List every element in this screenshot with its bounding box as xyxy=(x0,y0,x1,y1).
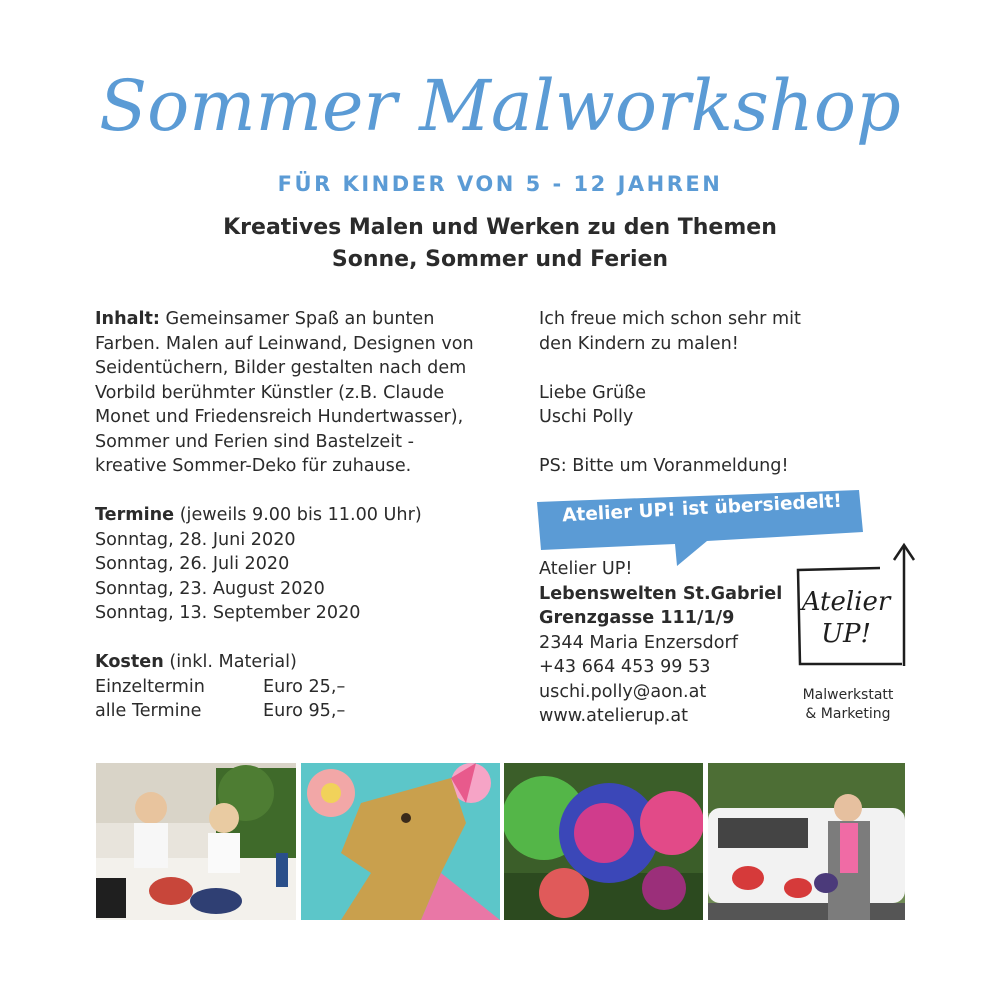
dates-note: (jeweils 9.00 bis 11.00 Uhr) xyxy=(179,505,422,525)
logo-subtitle xyxy=(778,686,918,724)
content-line: Seidentüchern, Bilder gestalten nach dem xyxy=(95,358,467,378)
price-row xyxy=(95,675,525,700)
address-email[interactable]: uschi.polly@aon.at xyxy=(539,681,707,702)
price-name: Einzeltermin xyxy=(95,676,205,697)
workshop-title-text: Sommer Malworkshop xyxy=(99,65,901,147)
content-line: Sommer und Ferien sind Bastelzeit - xyxy=(95,431,414,452)
dates-section xyxy=(95,503,525,626)
price-row xyxy=(95,699,525,724)
workshop-title xyxy=(0,52,1000,162)
date-item: Sonntag, 26. Juli 2020 xyxy=(95,554,290,574)
logo-line-2: UP! xyxy=(821,619,871,649)
ps-note: PS: Bitte um Voranmeldung! xyxy=(539,456,789,476)
price-value: Euro 25,– xyxy=(263,676,346,697)
content-line: Gemeinsamer Spaß an bunten xyxy=(165,309,435,329)
costs-label: Kosten xyxy=(95,652,164,672)
price-name: alle Termine xyxy=(95,701,202,721)
address-venue: Lebenswelten St.Gabriel xyxy=(539,583,783,604)
address-phone: +43 664 453 99 53 xyxy=(539,657,711,677)
costs-note: (inkl. Material) xyxy=(169,652,297,672)
price-value: Euro 95,– xyxy=(263,701,346,721)
content-section xyxy=(95,307,525,479)
address-website[interactable]: www.atelierup.at xyxy=(539,706,689,726)
logo-subtitle-line-2: & Marketing xyxy=(805,706,891,722)
headline-line-2: Sonne, Sommer und Ferien xyxy=(331,247,669,272)
address-city: 2344 Maria Enzersdorf xyxy=(539,632,738,653)
content-line: Monet und Friedensreich Hundertwasser), xyxy=(95,407,464,427)
content-label: Inhalt: xyxy=(95,309,160,329)
message-line: den Kindern zu malen! xyxy=(539,333,739,354)
costs-section xyxy=(95,650,525,724)
headline-line-1: Kreatives Malen und Werken zu den Themen xyxy=(223,215,777,240)
speech-bubble-text: Atelier UP! ist übersiedelt! xyxy=(561,490,843,527)
atelier-up-logo xyxy=(784,542,924,667)
content-line: Farben. Malen auf Leinwand, Designen von xyxy=(95,333,474,354)
logo-subtitle-line-1: Malwerkstatt xyxy=(802,687,894,703)
photo-children-painting xyxy=(96,763,296,920)
dates-label: Termine xyxy=(95,505,175,525)
date-item: Sonntag, 13. September 2020 xyxy=(95,603,361,623)
address-street: Grenzgasse 111/1/9 xyxy=(539,608,735,628)
content-line: kreative Sommer-Deko für zuhause. xyxy=(95,456,412,476)
message-line: Ich freue mich schon sehr mit xyxy=(539,309,801,329)
address-name: Atelier UP! xyxy=(539,559,633,579)
greeting: Liebe Grüße xyxy=(539,382,647,403)
right-column xyxy=(539,307,839,479)
left-column xyxy=(95,307,525,724)
logo-line-1: Atelier xyxy=(801,587,891,617)
date-item: Sonntag, 28. Juni 2020 xyxy=(95,529,296,550)
age-subtitle: FÜR KINDER VON 5 - 12 JAHREN xyxy=(277,172,723,196)
address-block xyxy=(539,557,799,729)
photo-unicorn-painting xyxy=(301,763,500,920)
photo-woman-car xyxy=(708,763,905,920)
date-item: Sonntag, 23. August 2020 xyxy=(95,578,325,599)
photo-paper-lanterns xyxy=(504,763,703,920)
headline xyxy=(0,212,1000,276)
signature-name: Uschi Polly xyxy=(539,407,634,427)
content-line: Vorbild berühmter Künstler (z.B. Claude xyxy=(95,382,445,403)
